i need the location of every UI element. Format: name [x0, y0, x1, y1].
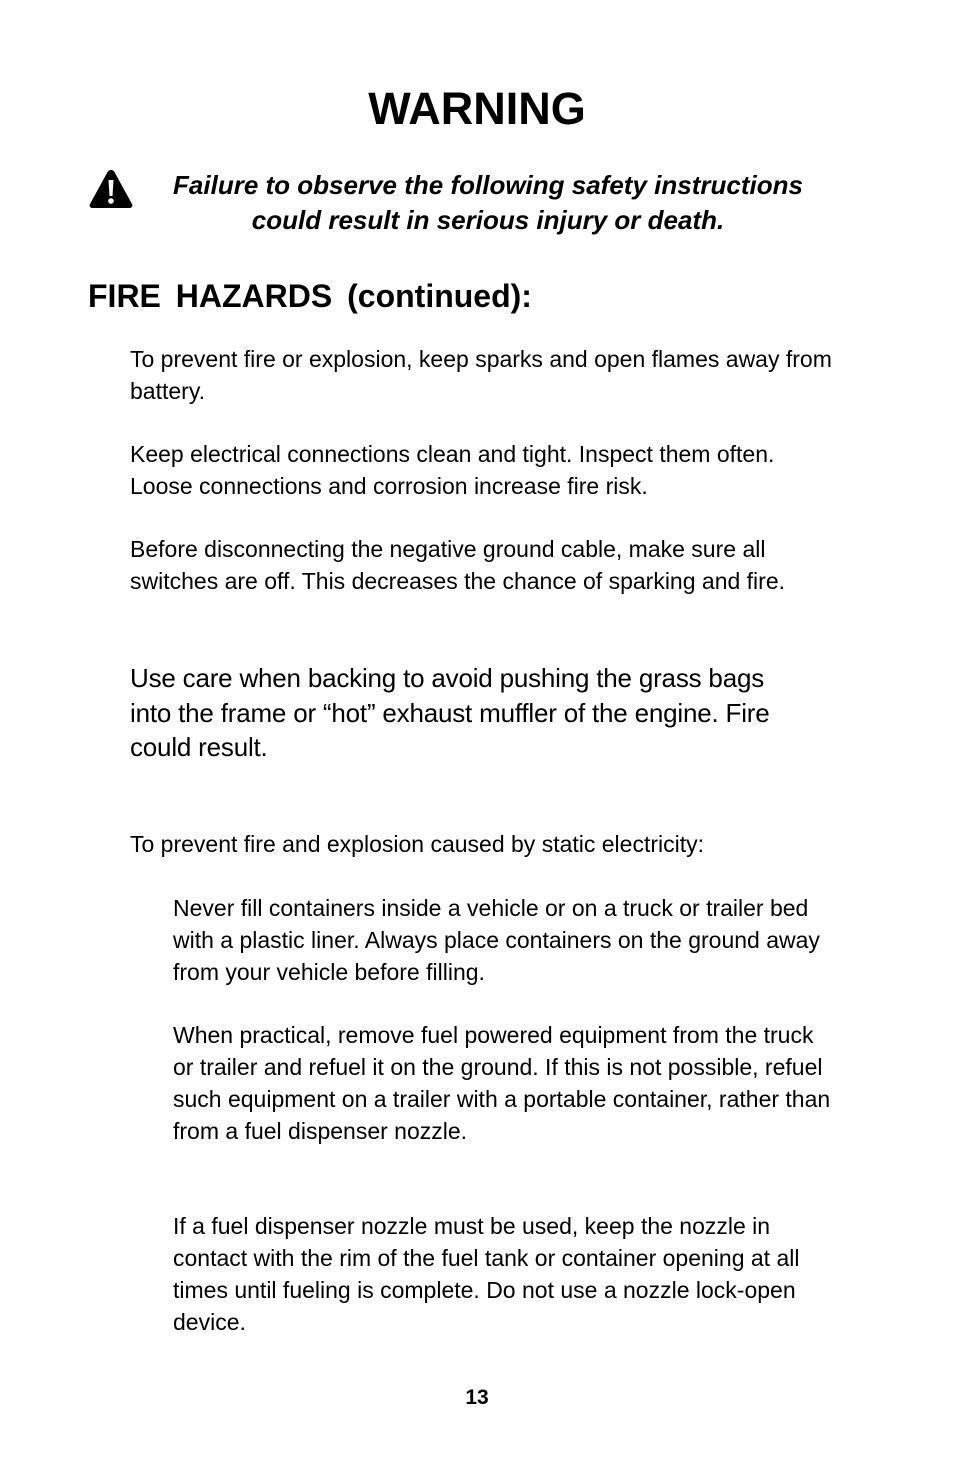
paragraph-ground-cable: Before disconnecting the negative ground cable, make sure all switches are off. This decreases the chance of sparking and fire.	[130, 536, 786, 594]
warning-line-2: could result in serious injury or death.	[251, 205, 725, 235]
paragraph-backing: Use care when backing to avoid pushing the grass bags into the frame or “hot” exhaust muffler of the engine. Fire could result.	[130, 663, 770, 762]
section-heading: FIRE HAZARDS (continued):	[88, 278, 532, 314]
page-title: WARNING	[368, 83, 586, 134]
warning-triangle-icon	[88, 168, 134, 210]
paragraph-battery: To prevent fire or explosion, keep sparks and open flames away from battery.	[130, 346, 832, 404]
paragraph-static-intro: To prevent fire and explosion caused by static electricity:	[130, 831, 705, 857]
warning-message	[138, 168, 838, 238]
static-item-nozzle: If a fuel dispenser nozzle must be used, keep the nozzle in contact with the rim of the fuel tank or container opening at all times until fueling is complete. Do not use a nozzle lock-open device.	[173, 1213, 800, 1335]
static-item-containers: Never fill containers inside a vehicle or on a truck or trailer bed with a plastic liner. Always place containers on the ground away from your vehicle before filling.	[173, 895, 820, 985]
page-number: 13	[465, 1386, 489, 1409]
static-item-refuel-ground: When practical, remove fuel powered equipment from the truck or trailer and refuel it on the ground. If this is not possible, refuel such equipment on a trailer with a portable container, rather than from a fuel dispenser nozzle.	[173, 1022, 831, 1144]
paragraph-connections: Keep electrical connections clean and tight. Inspect them often. Loose connections and corrosion increase fire risk.	[130, 441, 775, 499]
warning-line-1: Failure to observe the following safety instructions	[173, 170, 803, 200]
